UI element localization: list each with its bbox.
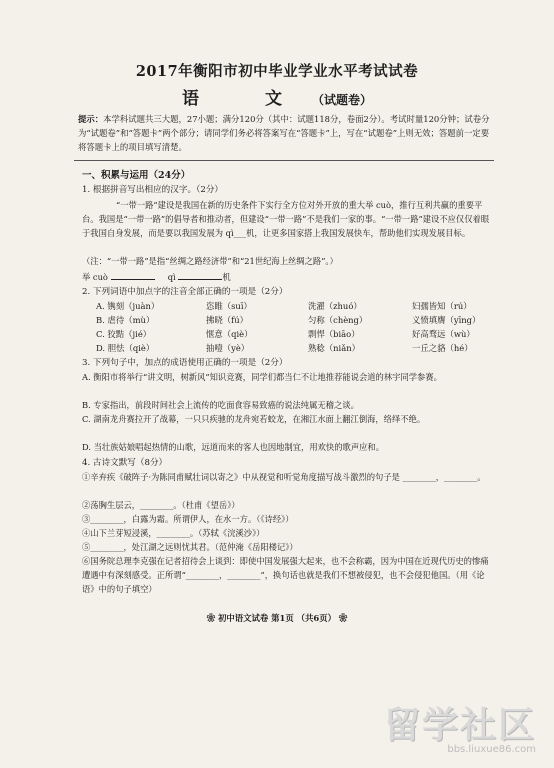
option-b-2: 拂晓（fú）: [206, 315, 248, 325]
option-row-c: [96, 328, 492, 342]
option-a-4: 妇孺皆知（rú）: [412, 301, 472, 311]
divider: [74, 160, 494, 161]
subject-name: 语 文: [182, 89, 312, 109]
question-3-option-b: B. 专家指出，前段时间社会上流传的吃面食容易致癌的说法纯属无稽之谈。: [82, 400, 359, 410]
option-row-d: [96, 342, 492, 356]
option-d-2: 抽噎（yè）: [206, 343, 250, 353]
option-d-3: 熟稔（niǎn）: [308, 343, 360, 353]
recitation-line-2: ②荡胸生层云，________。（杜甫《望岳》）: [82, 500, 240, 510]
option-a-2: 恣睢（suī）: [206, 301, 252, 311]
answer-label-cuo: 举 cuò: [82, 272, 108, 282]
option-c-4: 好高骛远（wù）: [412, 329, 475, 339]
option-d-1: D. 胆怯（qiè）: [96, 343, 155, 353]
watermark: [383, 705, 536, 755]
subject-note: （试题卷）: [311, 93, 372, 107]
answer-label-qi: qì: [167, 272, 176, 282]
question-1-answer-line: [82, 270, 492, 285]
exam-instructions: [78, 112, 492, 155]
recitation-line-1: ①辛弃疾《破阵子·为陈同甫赋壮词以寄之》中从视觉和听觉角度描写战斗激烈的句子是 ________，________。: [82, 472, 486, 482]
watermark-logo: 留学社区: [383, 705, 536, 746]
tip-label: 提示：: [78, 114, 104, 124]
exam-title: 2017年衡阳市初中毕业学业水平考试试卷: [135, 63, 419, 80]
option-b-3: 匀称（chèng）: [308, 315, 368, 325]
question-1-note: （注：“一带一路”是指“丝绸之路经济带”和“21世纪海上丝绸之路”。）: [82, 256, 338, 266]
answer-blank-1[interactable]: [111, 270, 155, 280]
answer-label-ji: 机: [222, 272, 231, 282]
question-1-passage: “一带一路”建设是我国在新的历史条件下实行全方位对外开放的重大举 cuò，推行互利共赢的重要平台。我国是“一带一路”的倡导者和推动者，但建设“一带一路”不是我们一家的事。“一带一路”建设不应仅仅着眼于我国自身发展，而是要以我国发展为 qì___机，让更多国家搭上我国发展快车，帮助他们实现发展目标。: [82, 200, 490, 238]
option-a-1: A. 镌刻（juàn）: [96, 301, 160, 311]
option-row-b: [96, 314, 492, 328]
question-1-stem: 1. 根据拼音写出相应的汉字。（2分）: [82, 185, 224, 195]
option-c-3: 剽悍（biāo）: [308, 329, 360, 339]
question-2-stem: 2. 下列词语中加点字的注音全部正确的一项是（2分）: [82, 287, 288, 297]
recitation-line-5: ⑤________，处江湖之远则忧其君。（范仲淹《岳阳楼记》）: [82, 542, 298, 552]
page-footer: ❀ 初中语文试卷 第1页 （共6页） ❀: [206, 613, 348, 623]
answer-blank-2[interactable]: [178, 270, 222, 280]
recitation-line-6: ⑥国务院总理李克强在记者招待会上谈到：即使中国发展强大起来，也不会称霸，因为中国在近现代历史的惨痛遭遇中有深刻感受。正所谓“________，________”，换句话也就是我们不想被侵犯，也不会侵犯他国。（用《论语》中的句子填空）: [82, 556, 489, 594]
question-3-option-d: D. 当壮族姑娘唱起热情的山歌，远道而来的客人也因地制宜，用欢快的歌声应和。: [82, 442, 385, 452]
tip-text: 本学科试题共三大题，27小题；满分120分（其中：试题118分，卷面2分）。考试时量120分钟；试卷分为“试题卷”和“答题卡”两个部分；请同学们务必将答案写在“答题卡”上，写在“试题卷”上则无效；答题前一定要将答题卡上的项目填写清楚。: [78, 114, 490, 153]
question-3-option-c: C. 湖南龙舟赛拉开了战幕，一只只疾驰的龙舟宛若蛟龙，在湘江水面上翻江倒海，络绎不绝。: [82, 414, 426, 424]
option-a-3: 洗濯（zhuó）: [308, 301, 362, 311]
option-b-4: 义愤填膺（yīng）: [412, 315, 481, 325]
option-c-2: 惬意（qiè）: [206, 329, 253, 339]
watermark-url: bbs.liuxue86.com: [447, 744, 536, 755]
subject-heading: [0, 84, 554, 109]
question-3-option-a: A. 衡阳市将举行“讲文明，树新风”知识竞赛，同学们都当仁不让地推荐能说会道的林宇同学参赛。: [82, 372, 442, 382]
option-c-1: C. 狡黠（jié）: [96, 329, 152, 339]
recitation-line-3: ③________，白露为霜。所谓伊人，在水一方。（《诗经》）: [82, 514, 294, 524]
option-row-a: [96, 300, 492, 314]
question-3-stem: 3. 下列句子中，加点的成语使用正确的一项是（2分）: [82, 358, 288, 368]
recitation-line-4: ④山下兰芽短浸溪，________。（苏轼《浣溪沙》）: [82, 528, 265, 538]
option-b-1: B. 虐待（mù）: [96, 315, 155, 325]
option-d-4: 一丘之貉（hé）: [412, 343, 473, 353]
question-4-stem: 4. 古诗文默写（8分）: [82, 458, 168, 468]
section-heading: 一、积累与运用（24分）: [82, 170, 191, 181]
